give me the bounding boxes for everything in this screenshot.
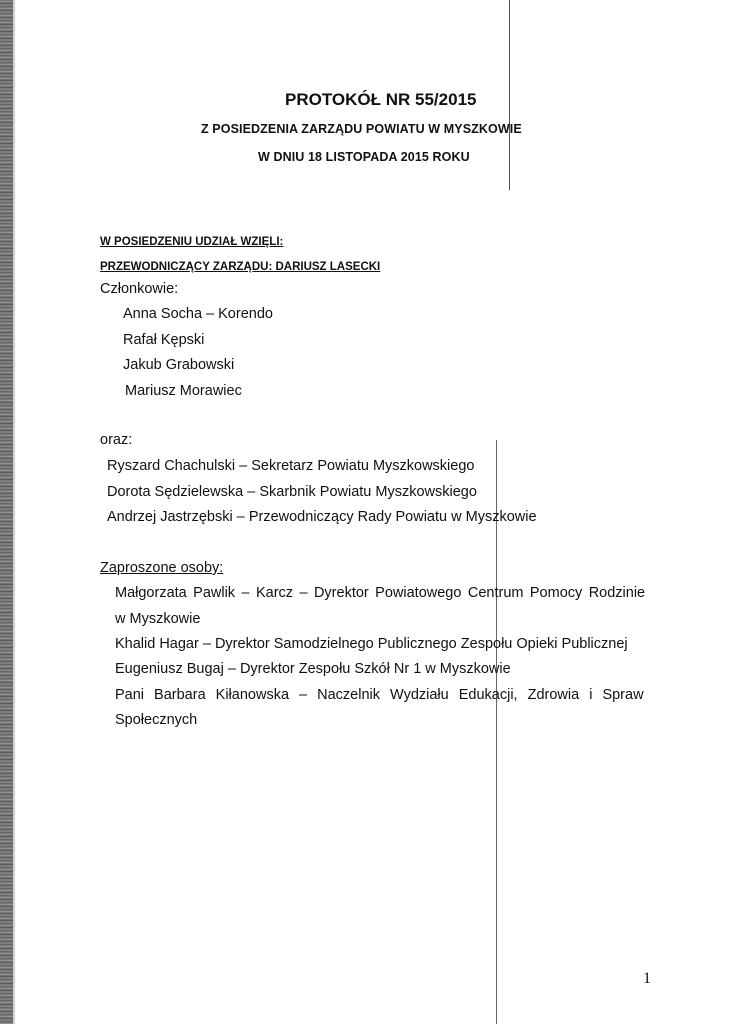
also-present-item: Dorota Sędzielewska – Skarbnik Powiatu Myszkowskiego	[107, 484, 477, 500]
attendance-heading: W POSIEDZENIU UDZIAŁ WZIĘLI:	[100, 236, 284, 248]
document-subtitle-date: W DNIU 18 LISTOPADA 2015 ROKU	[258, 150, 470, 164]
also-present-label: oraz:	[100, 432, 133, 448]
page-number: 1	[643, 970, 651, 987]
guests-label: Zaproszone osoby:	[100, 560, 224, 576]
guest-item: Khalid Hagar – Dyrektor Samodzielnego Publicznego Zespołu Opieki Publicznej	[115, 636, 628, 652]
also-present-item: Ryszard Chachulski – Sekretarz Powiatu Myszkowskiego	[107, 458, 475, 474]
also-present-item: Andrzej Jastrzębski – Przewodniczący Rady Powiatu w Myszkowie	[107, 509, 537, 525]
guest-item: Społecznych	[115, 712, 198, 728]
member-item: Rafał Kępski	[123, 332, 205, 348]
member-item: Jakub Grabowski	[123, 357, 235, 373]
guest-item: w Myszkowie	[115, 611, 201, 627]
member-item: Mariusz Morawiec	[125, 383, 242, 399]
scan-fold-line	[496, 440, 497, 1024]
scan-shadow-edge	[0, 0, 13, 1024]
guest-item: Eugeniusz Bugaj – Dyrektor Zespołu Szkół Nr 1 w Myszkowie	[115, 661, 511, 677]
guest-item: Małgorzata Pawlik – Karcz – Dyrektor Powiatowego Centrum Pomocy Rodzinie	[115, 585, 646, 601]
chairman-line: PRZEWODNICZĄCY ZARZĄDU: DARIUSZ LASECKI	[100, 261, 381, 273]
member-item: Anna Socha – Korendo	[123, 306, 273, 322]
scan-fold-line	[509, 0, 510, 190]
document-title: PROTOKÓŁ NR 55/2015	[285, 90, 477, 109]
guest-item: Pani Barbara Kiłanowska – Naczelnik Wydziału Edukacji, Zdrowia i Spraw	[115, 687, 644, 703]
members-label: Członkowie:	[100, 281, 179, 297]
document-subtitle-meeting: Z POSIEDZENIA ZARZĄDU POWIATU W MYSZKOWIE	[201, 122, 522, 136]
